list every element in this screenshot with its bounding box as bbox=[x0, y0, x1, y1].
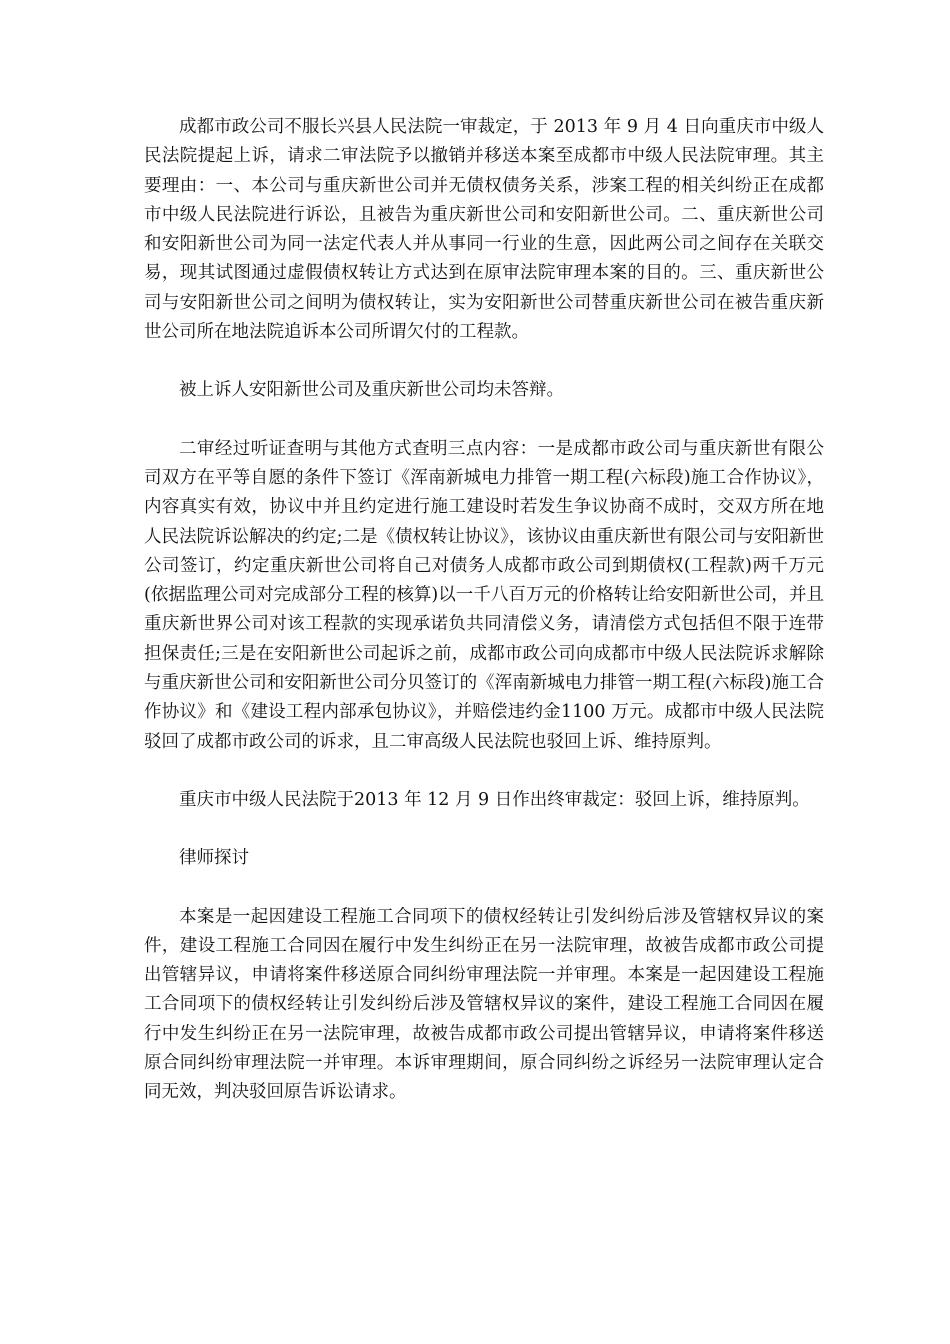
section-heading-lawyer-discussion: 律师探讨 bbox=[179, 848, 249, 869]
paragraph-second-instance-findings: 二审经过听证查明与其他方式查明三点内容：一是成都市政公司与重庆新世有限公司双方在平等自愿的条件下签订《浑南新城电力排管一期工程(六标段)施工合作协议》，内容真实有效，协议中并且约定进行施工建设时若发生争议协商不成时，交双方所在地人民法院诉讼解决的约定;二是《债权转让协议》，该协议由重庆新世有限公司与安阳新世公司签订，约定重庆新世公司将自己对债务人成都市政公司到期债权(工程款)两千万元(依据监理公司对完成部分工程的核算)以一千八百万元的价格转让给安阳新世公司，并且重庆新世界公司对该工程款的实现承诺负共同清偿义务，请清偿方式包括但不限于连带担保责任;三是在安阳新世公司起诉之前，成都市政公司向成都市中级人民法院诉求解除与重庆新世公司和安阳新世公司分贝签订的《浑南新城电力排管一期工程(六标段)施工合作协议》和《建设工程内部承包协议》，并赔偿违约金1100 万元。成都市中级人民法院驳回了成都市政公司的诉求，且二审高级人民法院也驳回上诉、维持原判。 bbox=[144, 438, 824, 752]
paragraph-appellee-response: 被上诉人安阳新世公司及重庆新世公司均未答辩。 bbox=[179, 380, 564, 401]
paragraph-appeal-grounds: 成都市政公司不服长兴县人民法院一审裁定，于 2013 年 9 月 4 日向重庆市中级人民法院提起上诉，请求二审法院予以撤销并移送本案至成都市中级人民法院审理。其主要理由：一、本公司与重庆新世公司并无债权债务关系，涉案工程的相关纠纷正在成都市中级人民法院进行诉讼，且被告为重庆新世公司和安阳新世公司。二、重庆新世公司和安阳新世公司为同一法定代表人并从事同一行业的生意，因此两公司之间存在关联交易，现其试图通过虚假债权转让方式达到在原审法院审理本案的目的。三、重庆新世公司与安阳新世公司之间明为债权转让，实为安阳新世公司替重庆新世公司在被告重庆新世公司所在地法院追诉本公司所谓欠付的工程款。 bbox=[144, 117, 824, 343]
paragraph-final-ruling: 重庆市中级人民法院于2013 年 12 月 9 日作出终审裁定：驳回上诉，维持原判。 bbox=[179, 789, 810, 810]
document-body bbox=[144, 113, 824, 1137]
paragraph-case-analysis: 本案是一起因建设工程施工合同项下的债权经转让引发纠纷后涉及管辖权异议的案件，建设工程施工合同因在履行中发生纠纷正在另一法院审理，故被告成都市政公司提出管辖异议，申请将案件移送原合同纠纷审理法院一并审理。本案是一起因建设工程施工合同项下的债权经转让引发纠纷后涉及管辖权异议的案件，建设工程施工合同因在履行中发生纠纷正在另一法院审理，故被告成都市政公司提出管辖异议，申请将案件移送原合同纠纷审理法院一并审理。本诉审理期间，原合同纠纷之诉经另一法院审理认定合同无效，判决驳回原告诉讼请求。 bbox=[144, 906, 824, 1103]
